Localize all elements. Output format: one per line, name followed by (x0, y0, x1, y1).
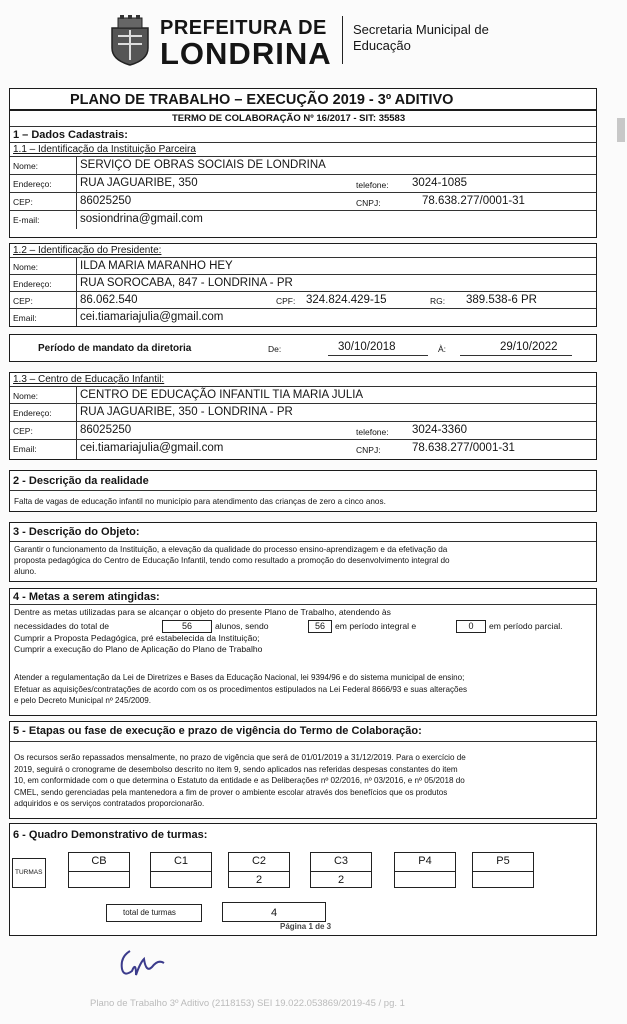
turma-count: 2 (255, 874, 263, 886)
section-6-heading: 6 - Quadro Demonstrativo de turmas: (13, 829, 208, 841)
metas-line: em período parcial. (489, 621, 563, 631)
turma-count (395, 871, 455, 887)
document-title: PLANO DE TRABALHO – EXECUÇÃO 2019 - 3º ADITIVO (70, 92, 454, 108)
section-4-box (9, 588, 597, 716)
nome-label: Nome: (13, 262, 39, 272)
presidente-endereco: RUA SOROCABA, 847 - LONDRINA - PR (80, 277, 293, 289)
turma-cell-c1 (150, 852, 212, 888)
col-divider (76, 157, 77, 174)
total-alunos: 56 (162, 620, 212, 633)
telefone-label: telefone: (356, 180, 389, 190)
etapas-line: 2019, seguirá o cronograme de desembolso descrito no item 9, sendo aplicados nas referidas despesas constantes do item (14, 764, 458, 774)
s13-email-row (10, 440, 596, 459)
descricao-objeto (14, 544, 590, 577)
section-4-heading: 4 - Metas a serem atingidas: (13, 591, 160, 603)
presidente-cpf: 324.824.429-15 (306, 294, 387, 306)
header-line2: LONDRINA (160, 36, 332, 71)
s12-email-row (10, 309, 596, 326)
cep-label: CEP: (13, 296, 33, 306)
s12-subheading: 1.2 – Identificação do Presidente: (13, 245, 162, 256)
total-turmas-cell (222, 902, 326, 922)
cei-endereco: RUA JAGUARIBE, 350 - LONDRINA - PR (80, 406, 293, 418)
descricao-realidade: Falta de vagas de educação infantil no município para atendimento das crianças de zero a cinco anos. (14, 497, 386, 506)
mandato-de-label: De: (268, 344, 282, 354)
turma-count (69, 871, 129, 887)
header-line1: PREFEITURA DE (160, 17, 327, 39)
s2-heading-row (10, 471, 596, 491)
etapas-line: 10, em conformidade com o que determina o Estatuto da entidade e as Deliberações nº 02/2016, nº 03/2016, e nº 05/2018 do (14, 776, 465, 785)
cnpj-label: CNPJ: (356, 198, 381, 208)
email-label: Email: (13, 313, 37, 323)
section-3-heading: 3 - Descrição do Objeto: (13, 526, 140, 538)
col-divider (76, 422, 77, 439)
col-divider (76, 275, 77, 291)
col-divider (76, 309, 77, 326)
instituicao-endereco: RUA JAGUARIBE, 350 (80, 177, 198, 189)
col-divider (76, 404, 77, 421)
col-divider (76, 193, 77, 210)
metas-line: necessidades do total de (14, 621, 110, 631)
metas-line: Atender a regulamentação da Lei de Diretrizes e Bases da Educação Nacional, lei 9394/96 e do sistema municipal de ensino; (14, 673, 465, 682)
etapas-line: Os recursos serão repassados mensalmente, no prazo de vigência que será de 01/01/2019 a 31/12/2019. Para o exercício de (14, 753, 466, 762)
rg-label: RG: (430, 296, 446, 306)
col-divider (76, 440, 77, 459)
instituicao-email: sosiondrina@gmail.com (80, 213, 203, 225)
termo-row (10, 111, 596, 127)
dados-cadastrais-row (10, 127, 596, 143)
turma-cell-c2 (228, 852, 290, 888)
turma-count: 2 (337, 874, 345, 886)
s13-subheading: 1.3 – Centro de Educação Infantil: (13, 374, 165, 385)
etapas-line: adquiridos e os serviços contratados proporcionarão. (14, 799, 205, 808)
email-label: Email: (13, 444, 37, 454)
s12-endereco-row (10, 275, 596, 292)
metas-line: alunos, sendo (215, 621, 269, 631)
secretaria-line1: Secretaria Municipal de (353, 22, 489, 37)
signature-icon (118, 945, 170, 981)
metas-line: e pelo Decreto Municipal nº 245/2009. (14, 696, 152, 705)
cpf-label: CPF: (276, 296, 296, 306)
endereco-label: Endereço: (13, 179, 52, 189)
endereco-label: Endereço: (13, 408, 52, 418)
cep-label: CEP: (13, 426, 33, 436)
secretaria-line2: Educação (353, 38, 411, 53)
s13-cep-row (10, 422, 596, 440)
s11-nome-row (10, 157, 596, 175)
turma-cell-cb (68, 852, 130, 888)
section-3-box (9, 522, 597, 582)
s12-cep-row (10, 292, 596, 309)
turma-count (151, 871, 211, 887)
col-divider (76, 211, 77, 229)
section-13-box (9, 372, 597, 460)
turma-name: C1 (151, 853, 211, 872)
mandato-fim: 29/10/2022 (500, 341, 558, 353)
header-divider (342, 16, 343, 64)
col-divider (76, 175, 77, 192)
s11-email-row (10, 211, 596, 229)
section-1-box (9, 110, 597, 238)
s11-cep-row (10, 193, 596, 211)
s12-nome-row (10, 258, 596, 275)
objeto-line: proposta pedagógica do Centro de Educação Infantil, tendo como resultado a promoção do desenvolvimento integral do (14, 556, 450, 565)
header-logo (100, 12, 520, 72)
s13-endereco-row (10, 404, 596, 422)
objeto-line: aluno. (14, 567, 37, 576)
turma-name: C3 (311, 853, 371, 872)
presidente-nome: ILDA MARIA MARANHO HEY (80, 260, 233, 272)
mandato-a-underline (460, 355, 572, 356)
cei-telefone: 3024-3360 (412, 424, 467, 436)
presidente-email: cei.tiamariajulia@gmail.com (80, 311, 224, 323)
alunos-integral: 56 (308, 620, 332, 633)
instituicao-cnpj: 78.638.277/0001-31 (422, 195, 525, 207)
turmas-label-cell (12, 858, 46, 888)
presidente-rg: 389.538-6 PR (466, 294, 537, 306)
page-number: Página 1 de 3 (280, 922, 332, 931)
s3-heading-row (10, 523, 596, 542)
etapas-texto (14, 752, 590, 810)
col-divider (76, 387, 77, 403)
telefone-label: telefone: (356, 427, 389, 437)
s11-endereco-row (10, 175, 596, 193)
metas-line: em período integral e (335, 621, 417, 631)
turma-name: CB (69, 853, 129, 872)
s12-row (10, 244, 596, 258)
metas-line: Cumprir a Proposta Pedagógica, pré estabelecida da Instituição; (14, 633, 260, 643)
total-turmas-value: 4 (271, 907, 278, 919)
metas-line: Cumprir a execução do Plano de Aplicação do Plano de Trabalho (14, 644, 263, 654)
turma-name: C2 (229, 853, 289, 872)
mandato-box (9, 334, 597, 362)
section-12-box (9, 243, 597, 327)
turma-cell-p4 (394, 852, 456, 888)
mandato-de-underline (328, 355, 428, 356)
section-1-heading: 1 – Dados Cadastrais: (13, 129, 128, 141)
turma-cell-p5 (472, 852, 534, 888)
objeto-line: Garantir o funcionamento da Instituição, a elevação da qualidade do processo ensino-aprendizagem e da efetivação da (14, 545, 448, 554)
metas-line: Efetuar as aquisições/contratações de acordo com os os procedimentos estipulados na Lei Federal 8666/93 e suas alterações (14, 685, 468, 694)
total-turmas-label: total de turmas (123, 908, 176, 917)
email-label: E-mail: (13, 215, 40, 225)
cep-label: CEP: (13, 197, 33, 207)
metas-line: Dentre as metas utilizadas para se alcançar o objeto do presente Plano de Trabalho, atendendo às (14, 607, 391, 617)
secretaria-label (353, 22, 489, 54)
turma-name: P4 (395, 853, 455, 872)
scan-edge (617, 118, 625, 142)
presidente-cep: 86.062.540 (80, 294, 138, 306)
cei-nome: CENTRO DE EDUCAÇÃO INFANTIL TIA MARIA JULIA (80, 389, 364, 401)
mandato-label: Período de mandato da diretoria (38, 343, 192, 354)
total-turmas-label-cell (106, 904, 202, 922)
nome-label: Nome: (13, 391, 39, 401)
turma-name: P5 (473, 853, 533, 872)
section-5-box (9, 721, 597, 819)
s11-row (10, 143, 596, 157)
s5-heading-row (10, 722, 596, 742)
s13-row (10, 373, 596, 387)
cei-email: cei.tiamariajulia@gmail.com (80, 442, 224, 454)
cei-cep: 86025250 (80, 424, 132, 436)
turma-cell-c3 (310, 852, 372, 888)
turmas-label: TURMAS (15, 869, 43, 876)
alunos-parcial: 0 (456, 620, 486, 633)
cnpj-label: CNPJ: (356, 445, 381, 455)
etapas-line: CMEL, sendo gerenciadas pela mantenedora a fim de prover o ambiente escolar através dos benefícios que os produtos (14, 787, 448, 797)
instituicao-cep: 86025250 (80, 195, 132, 207)
section-2-heading: 2 - Descrição da realidade (13, 475, 149, 487)
title-box (9, 88, 597, 110)
col-divider (76, 292, 77, 308)
mandato-inicio: 30/10/2018 (338, 341, 396, 353)
instituicao-telefone: 3024-1085 (412, 177, 467, 189)
mandato-a-label: À: (438, 344, 447, 354)
col-divider (76, 258, 77, 274)
s4-heading-row (10, 589, 596, 605)
nome-label: Nome: (13, 161, 39, 171)
section-2-box (9, 470, 597, 512)
instituicao-nome: SERVIÇO DE OBRAS SOCIAIS DE LONDRINA (80, 159, 326, 171)
section-5-heading: 5 - Etapas ou fase de execução e prazo de vigência do Termo de Colaboração: (13, 725, 422, 737)
cei-cnpj: 78.638.277/0001-31 (412, 442, 515, 454)
s13-nome-row (10, 387, 596, 404)
termo-colaboracao: TERMO DE COLABORAÇÃO Nº 16/2017 - SIT: 35583 (172, 113, 406, 124)
s11-subheading: 1.1 – Identificação da Instituição Parceira (13, 144, 196, 155)
footer-sei: Plano de Trabalho 3º Aditivo (2118153) SEI 19.022.053869/2019-45 / pg. 1 (90, 998, 405, 1009)
endereco-label: Endereço: (13, 279, 52, 289)
turma-count (473, 871, 533, 887)
city-crest-icon (106, 14, 154, 66)
section-6-box (9, 823, 597, 936)
